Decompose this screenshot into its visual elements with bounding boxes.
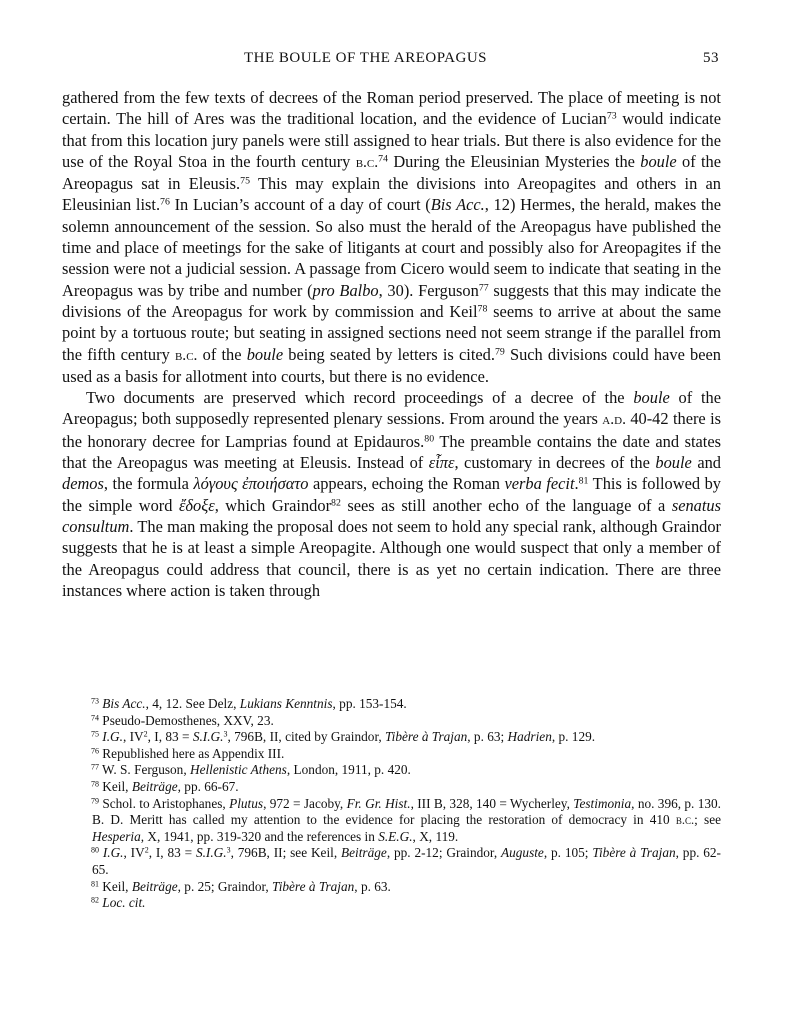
italic-text: demos bbox=[62, 474, 104, 494]
text-run: Schol. to Aristophanes, bbox=[98, 795, 230, 811]
running-title: THE BOULE OF THE AREOPAGUS bbox=[244, 50, 488, 66]
italic-text: Tibère à Trajan bbox=[592, 845, 676, 861]
page-header bbox=[62, 50, 719, 67]
text-run: , p. 25; Graindor, bbox=[177, 878, 273, 894]
footnote bbox=[62, 729, 721, 746]
footnote-marker: 79 bbox=[91, 796, 99, 806]
text-run: of the Areopagus; both supposedly represented plenary sessions. From around the years bbox=[62, 388, 722, 429]
italic-text: Loc. cit. bbox=[102, 895, 146, 911]
italic-text: S.E.G. bbox=[378, 828, 413, 844]
small-caps-text: a.d. bbox=[602, 411, 626, 429]
text-run: , pp. 153-154. bbox=[332, 696, 407, 711]
text-run: In Lucian’s account of a day of court ( bbox=[169, 195, 431, 215]
text-run: , X, 119. bbox=[412, 828, 459, 844]
small-caps-text: b.c. bbox=[355, 153, 379, 171]
footnote bbox=[62, 713, 721, 730]
italic-text: Lukians Kenntnis bbox=[239, 696, 333, 711]
text-run: and bbox=[691, 453, 721, 473]
footnote-marker: 81 bbox=[91, 879, 99, 889]
text-run: Two documents are preserved which record proceedings of a decree of the bbox=[86, 388, 634, 408]
italic-text: Hesperia bbox=[92, 828, 141, 844]
footnote-marker: 75 bbox=[91, 729, 99, 739]
text-run: Republished here as Appendix III. bbox=[98, 745, 285, 761]
text-run: , 972 = Jacoby, bbox=[263, 795, 347, 811]
text-run: , 796B, II, cited by Graindor, bbox=[227, 729, 385, 745]
footnote-marker: 80 bbox=[91, 845, 99, 855]
text-run: During the Eleusinian Mysteries the bbox=[388, 151, 641, 171]
text-run: sees as still another echo of the language of a bbox=[340, 495, 672, 515]
footnote bbox=[62, 879, 721, 896]
text-run: , customary in decrees of the bbox=[454, 453, 656, 473]
text-run: Such divisions could have been used as a basis for allotment into courts, but there is no evidence. bbox=[62, 344, 721, 386]
text-run: Keil, bbox=[98, 878, 132, 894]
footnote-marker: 77 bbox=[91, 763, 99, 772]
footnote-marker: 79 bbox=[494, 346, 505, 358]
italic-text: I.G. bbox=[102, 845, 124, 861]
body-text bbox=[62, 87, 721, 601]
footnote bbox=[62, 845, 721, 878]
text-run: . The man making the proposal does not seem to hold any special rank, although Graindor suggests that he is at least a simple Areopagite. Although one would suspect that only a member of the Areopagus could address that council, there is as yet no certain indication. There are three instances where action is taken through bbox=[62, 516, 721, 600]
text-run: suggests that this may indicate the divisions of the Areopagus for work by commission and Keil bbox=[62, 280, 721, 321]
text-run: being seated by letters is cited. bbox=[283, 344, 495, 364]
italic-text: Beiträge bbox=[341, 845, 387, 861]
italic-text: ἔδοξε bbox=[178, 495, 215, 515]
italic-text: Tibère à Trajan bbox=[272, 878, 355, 894]
italic-text: Beiträge bbox=[131, 778, 178, 794]
italic-text: Fr. Gr. Hist. bbox=[346, 795, 411, 811]
text-run: Keil, bbox=[98, 778, 132, 794]
italic-text: pro Balbo bbox=[312, 280, 379, 300]
text-run: , which Graindor bbox=[214, 495, 332, 515]
text-run: , pp. 66-67. bbox=[177, 778, 239, 794]
italic-text: Testimonia bbox=[573, 795, 632, 811]
page-number: 53 bbox=[703, 50, 719, 66]
text-run: , 796B, II; see Keil, bbox=[230, 845, 342, 861]
footnote-marker: 76 bbox=[91, 746, 99, 756]
footnote-marker: 73 bbox=[91, 696, 99, 706]
text-run: , IV bbox=[122, 729, 144, 745]
text-run: , 12) Hermes, the herald, makes the solemn announcement of the session. So also must the herald of the Areopagus have published the time and place of meetings for the sake of litigants at court and possibly also for Areopagites if the session were not a judicial session. A passage from Cicero would seem to indicate that seating in the Areopagus was by tribe and number ( bbox=[62, 195, 722, 300]
italic-text: boule bbox=[246, 344, 284, 364]
italic-text: Tibère à Trajan bbox=[385, 729, 468, 745]
text-run: would indicate that from this location jury panels were still assigned to hear trials. But there is also evidence for the use of the Royal Stoa in the fourth century bbox=[62, 109, 721, 171]
text-run: Pseudo-Demosthenes, XXV, 23. bbox=[98, 712, 274, 728]
italic-text: senatus consultum bbox=[62, 495, 721, 536]
text-run: , 30). Ferguson bbox=[378, 280, 479, 300]
footnote bbox=[62, 762, 721, 779]
italic-text: Hellenistic Athens bbox=[189, 762, 287, 778]
text-run: , 4, 12. See Delz, bbox=[145, 696, 240, 711]
italic-text: Hadrien bbox=[507, 729, 552, 745]
text-run: ; see bbox=[694, 812, 721, 828]
footnote bbox=[62, 895, 721, 912]
text-run: , no. 396, p. 130. B. D. Meritt has called my attention to the evidence for placing the restoration of democracy in 410 bbox=[92, 795, 721, 828]
footnotes bbox=[62, 696, 721, 912]
text-run: W. S. Ferguson, bbox=[98, 762, 190, 778]
footnote-marker: 76 bbox=[160, 197, 170, 209]
italic-text: S.I.G. bbox=[192, 729, 224, 745]
footnote-marker: 74 bbox=[91, 713, 99, 723]
text-run: seems to arrive at about the same point by a tortuous route; but seating in assigned sections need not seem strange if the parallel from the fifth century bbox=[62, 301, 721, 364]
italic-text: εἶπε bbox=[428, 453, 455, 473]
footnote bbox=[62, 779, 721, 796]
italic-text: I.G. bbox=[102, 729, 123, 745]
text-run: , p. 129. bbox=[551, 729, 596, 745]
text-run: , I, 83 = bbox=[147, 729, 193, 745]
footnote bbox=[62, 796, 721, 846]
footnote-marker: 3 bbox=[226, 845, 231, 855]
text-run: , X, 1941, pp. 319-320 and the references in bbox=[140, 828, 379, 844]
footnote-marker: 80 bbox=[424, 433, 435, 445]
italic-text: verba fecit bbox=[504, 474, 575, 494]
text-run: , p. 63; bbox=[467, 729, 508, 745]
italic-text: boule bbox=[633, 388, 670, 408]
text-run: , London, 1911, p. 420. bbox=[286, 762, 411, 778]
italic-text: Bis Acc. bbox=[430, 195, 485, 215]
text-run: gathered from the few texts of decrees of the Roman period preserved. The place of meeting is not certain. The hill of Ares was the traditional location, and the evidence of Lucian bbox=[62, 88, 721, 129]
footnote-marker: 2 bbox=[144, 845, 149, 855]
footnote-marker: 74 bbox=[378, 153, 388, 165]
italic-text: boule bbox=[655, 453, 692, 473]
text-run: of the bbox=[197, 344, 247, 364]
text-run: , the formula bbox=[103, 474, 194, 494]
italic-text: Auguste bbox=[501, 845, 544, 861]
small-caps-text: b.c. bbox=[675, 813, 695, 828]
text-run: of the Areopagus sat in Eleusis. bbox=[62, 151, 721, 194]
small-caps-text: b.c. bbox=[174, 346, 198, 364]
footnote-marker: 77 bbox=[478, 282, 489, 294]
text-run: 40-42 there is the honorary decree for Lamprias found at Epidauros. bbox=[62, 409, 721, 451]
footnote-marker: 82 bbox=[91, 895, 99, 905]
footnote-marker: 2 bbox=[143, 729, 148, 739]
text-run: , pp. 62-65. bbox=[92, 845, 721, 877]
footnote-marker: 78 bbox=[477, 303, 488, 315]
footnote-marker: 3 bbox=[223, 729, 228, 739]
italic-text: boule bbox=[640, 151, 677, 171]
italic-text: Beiträge bbox=[131, 878, 178, 894]
italic-text: λόγους ἐποιήσατο bbox=[193, 474, 309, 494]
text-run: This may explain the divisions into Areopagites and others in an Eleusinian list. bbox=[62, 174, 721, 215]
text-run: , p. 105; bbox=[543, 845, 593, 861]
text-run: appears, echoing the Roman bbox=[308, 474, 505, 494]
footnote-marker: 78 bbox=[91, 779, 99, 789]
footnote bbox=[62, 696, 721, 713]
text-run: The preamble contains the date and states that the Areopagus was meeting at Eleusis. Instead of bbox=[62, 431, 721, 473]
body-paragraph bbox=[62, 87, 721, 387]
italic-text: Plutus bbox=[229, 795, 264, 811]
body-paragraph bbox=[62, 387, 721, 601]
text-run: , p. 63. bbox=[354, 878, 391, 894]
footnote-marker: 81 bbox=[578, 475, 589, 487]
text-run: , IV bbox=[123, 845, 145, 861]
italic-text: Bis Acc. bbox=[102, 696, 146, 711]
footnote-marker: 75 bbox=[240, 175, 250, 187]
italic-text: S.I.G. bbox=[195, 845, 227, 861]
footnote-marker: 82 bbox=[331, 497, 341, 509]
text-run: This is followed by the simple word bbox=[62, 474, 721, 515]
text-run: , I, 83 = bbox=[148, 845, 196, 861]
text-run: , III B, 328, 140 = Wycherley, bbox=[410, 795, 574, 811]
footnote-marker: 73 bbox=[606, 110, 617, 122]
footnote bbox=[62, 746, 721, 763]
text-run: . bbox=[574, 474, 579, 494]
text-run: , pp. 2-12; Graindor, bbox=[386, 845, 501, 861]
